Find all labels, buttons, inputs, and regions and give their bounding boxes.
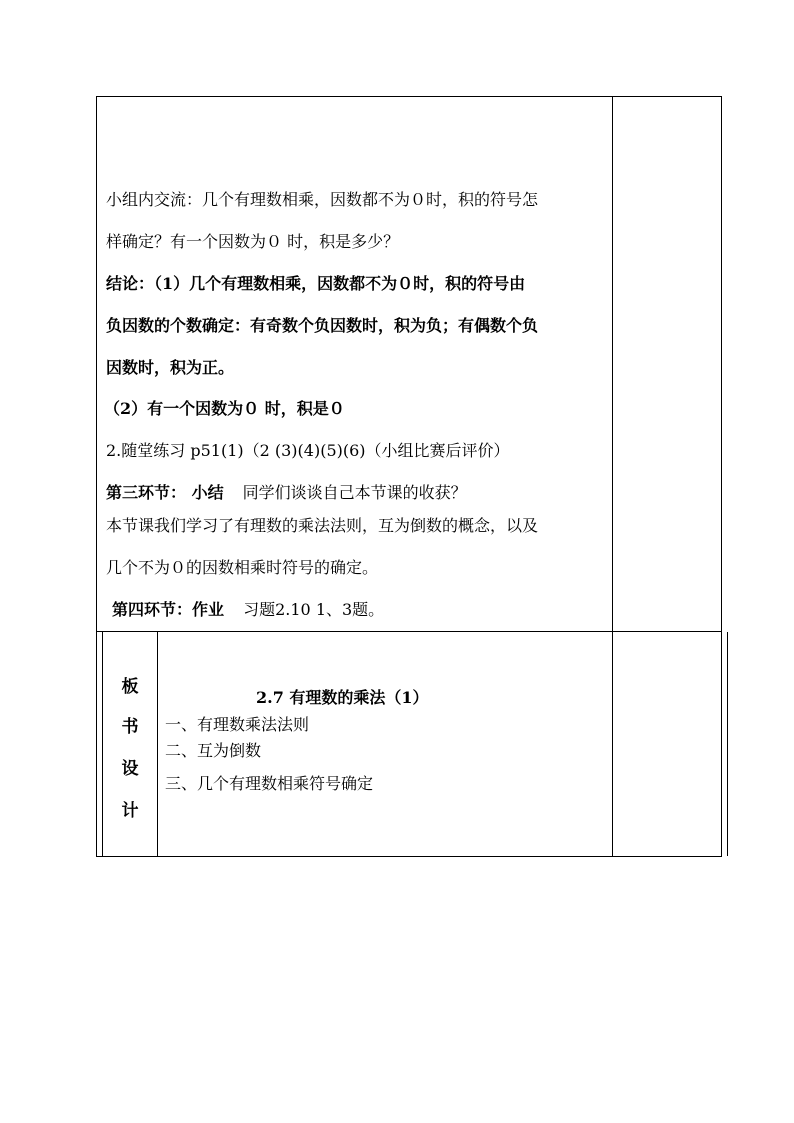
board-item-1: 一、有理数乘法法则: [165, 715, 310, 734]
label-cell-right-border: [157, 632, 158, 856]
board-label-char-4: 计: [121, 801, 139, 821]
row-divider: [96, 631, 722, 632]
column-divider: [612, 96, 613, 857]
practice-line: 2.随堂练习 p51(1)（2 (3)(4)(5)(6)（小组比赛后评价）: [106, 441, 510, 460]
section-4-heading: 第四环节：作业: [112, 600, 225, 619]
board-label-char-2: 书: [121, 717, 139, 737]
board-item-3: 三、几个有理数相乘符号确定: [165, 774, 374, 793]
conclusion-line-1: 结论：（1）几个有理数相乘，因数都不为０时，积的符号由: [106, 274, 526, 293]
section-3-line: [106, 483, 467, 503]
conclusion-line-3: 因数时，积为正。: [106, 358, 235, 377]
section-3-text: 同学们谈谈自己本节课的收获？: [242, 483, 467, 502]
table-bottom-border: [96, 856, 722, 857]
board-label-char-1: 板: [121, 677, 139, 697]
section-4-line: [112, 600, 384, 620]
board-item-2: 二、互为倒数: [165, 741, 262, 760]
section-3-heading: 第三环节： 小结: [106, 483, 224, 502]
table-top-border: [96, 96, 722, 97]
section-4-text: 习题2.10 1、3题。: [243, 600, 385, 619]
summary-line-1: 本节课我们学习了有理数的乘法法则，互为倒数的概念，以及: [106, 516, 539, 535]
exchange-line-1: 小组内交流：几个有理数相乘，因数都不为０时，积的符号怎: [106, 190, 539, 209]
summary-line-2: 几个不为０的因数相乘时符号的确定。: [106, 558, 379, 577]
board-label-char-3: 设: [121, 759, 139, 779]
label-cell-left-border: [102, 632, 103, 856]
conclusion-2: （2）有一个因数为０ 时，积是０: [104, 399, 345, 418]
conclusion-line-2: 负因数的个数确定：有奇数个负因数时，积为负；有偶数个负: [106, 316, 539, 335]
table-left-border: [96, 96, 97, 857]
table-right-border: [721, 96, 722, 857]
board-title: 2.7 有理数的乘法（1）: [256, 688, 429, 707]
outer-right-tick: [727, 632, 728, 856]
exchange-line-2: 样确定？有一个因数为０ 时，积是多少？: [106, 232, 400, 251]
